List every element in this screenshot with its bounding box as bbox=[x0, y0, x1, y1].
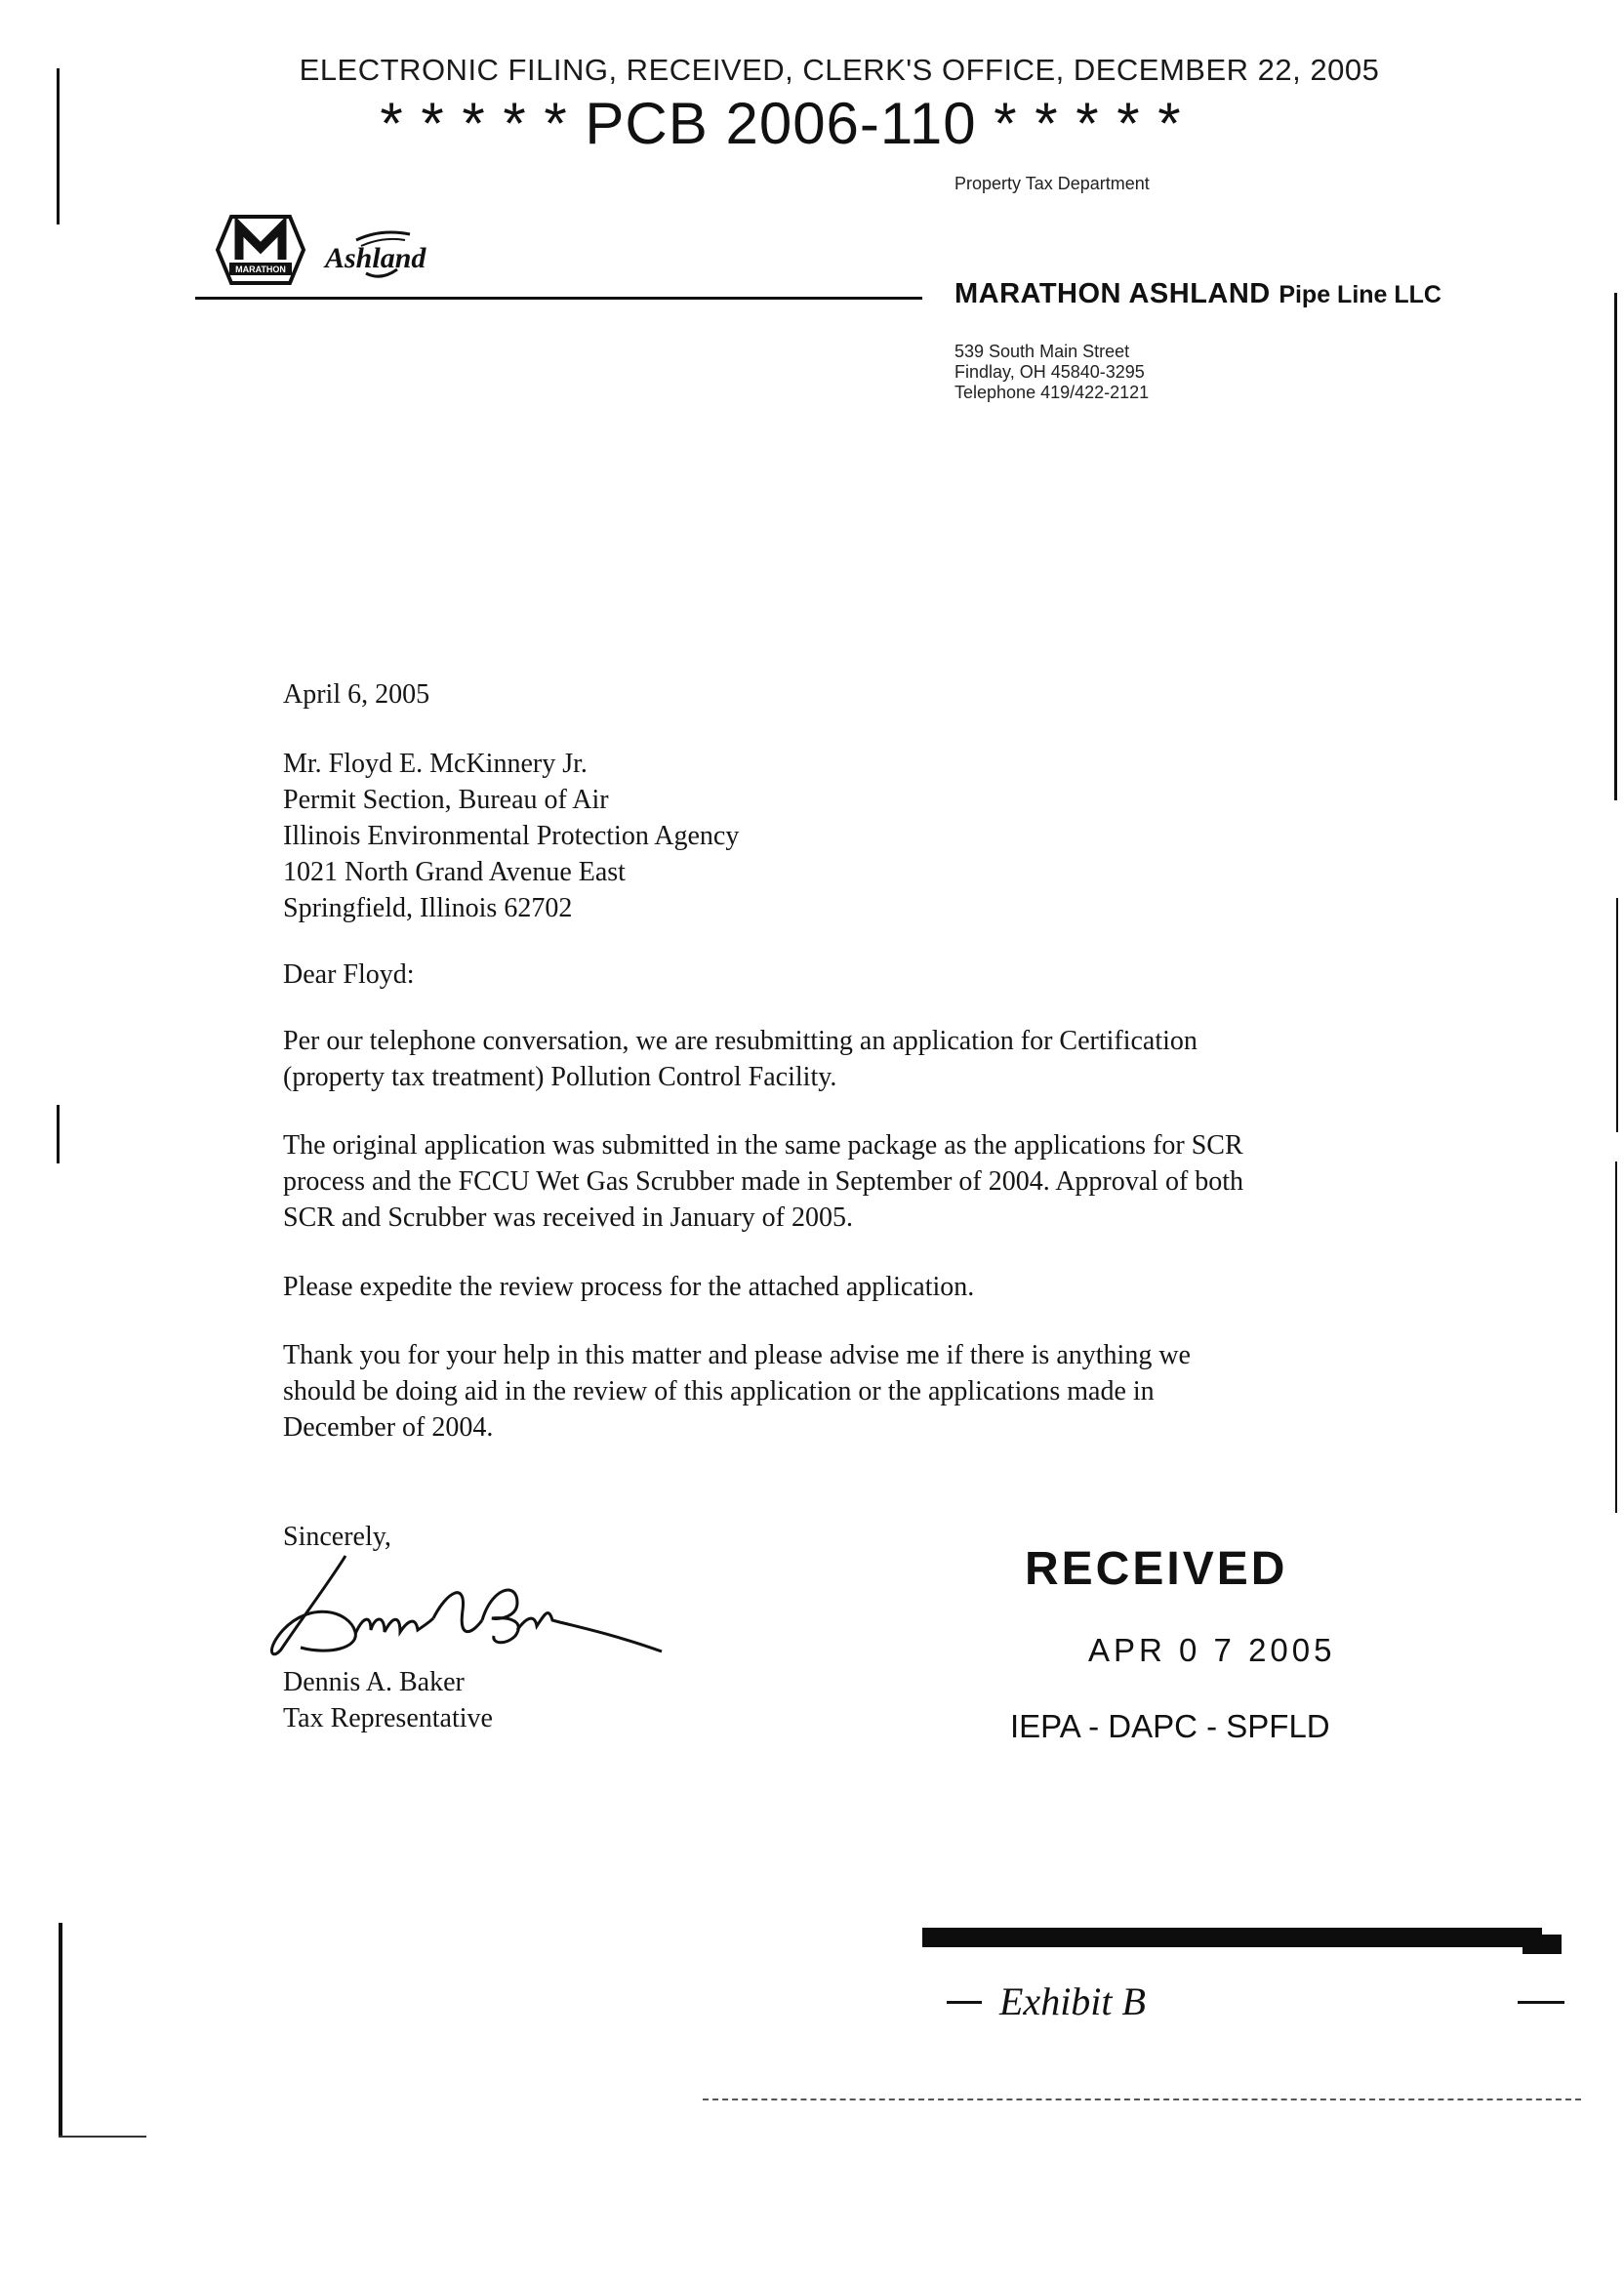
paragraph-line: (property tax treatment) Pollution Control Facility. bbox=[283, 1062, 837, 1092]
paragraph-3 bbox=[283, 1269, 974, 1305]
scan-margin-line-right bbox=[1615, 1161, 1617, 1513]
paragraph-line: process and the FCCU Wet Gas Scrubber made in September of 2004. Approval of both bbox=[283, 1166, 1244, 1197]
department-label: Property Tax Department bbox=[954, 174, 1150, 193]
paragraph-line: SCR and Scrubber was received in January of 2005. bbox=[283, 1202, 853, 1233]
scan-margin-line bbox=[57, 68, 60, 224]
letter-date: April 6, 2005 bbox=[283, 679, 430, 710]
black-bar bbox=[922, 1928, 1542, 1947]
paragraph-2 bbox=[283, 1127, 1243, 1236]
black-bar-end bbox=[1522, 1935, 1562, 1954]
signature bbox=[262, 1552, 681, 1674]
paragraph-4 bbox=[283, 1337, 1191, 1446]
scan-bottom-dash bbox=[703, 2099, 1581, 2101]
received-stamp-date: APR 0 7 2005 bbox=[1088, 1632, 1336, 1668]
company-name bbox=[954, 278, 1441, 310]
paragraph-line: Thank you for your help in this matter and please advise me if there is anything we bbox=[283, 1340, 1191, 1370]
company-name-suffix: Pipe Line LLC bbox=[1279, 281, 1441, 308]
address-telephone: Telephone 419/422-2121 bbox=[954, 383, 1150, 402]
paragraph-line: The original application was submitted in the same package as the applications for SCR bbox=[283, 1130, 1243, 1161]
closing: Sincerely, bbox=[283, 1522, 391, 1552]
recipient-line: Illinois Environmental Protection Agency bbox=[283, 821, 740, 851]
address-street: 539 South Main Street bbox=[954, 342, 1130, 361]
paragraph-line: should be doing aid in the review of this application or the applications made in bbox=[283, 1376, 1155, 1406]
recipient-line: Permit Section, Bureau of Air bbox=[283, 785, 609, 815]
scan-bottom-line bbox=[59, 2136, 146, 2138]
scan-margin-line-right bbox=[1616, 898, 1618, 1132]
letterhead-rule bbox=[195, 297, 922, 300]
case-number: * * * * * PCB 2006-110 * * * * * bbox=[380, 91, 1182, 156]
exhibit-label bbox=[995, 1972, 1230, 2035]
salutation: Dear Floyd: bbox=[283, 959, 415, 990]
paragraph-line: Per our telephone conversation, we are resubmitting an application for Certification bbox=[283, 1026, 1198, 1056]
scan-margin-line-right bbox=[1614, 293, 1617, 800]
dash-left bbox=[947, 2001, 982, 2004]
company-name-main: MARATHON ASHLAND bbox=[954, 278, 1271, 309]
signer-name: Dennis A. Baker bbox=[283, 1667, 465, 1697]
recipient-line: Springfield, Illinois 62702 bbox=[283, 893, 573, 923]
received-stamp-label: RECEIVED bbox=[1025, 1543, 1288, 1595]
scan-margin-line bbox=[59, 1923, 62, 2138]
signer-title: Tax Representative bbox=[283, 1703, 493, 1733]
logo-ashland-text: Ashland bbox=[325, 242, 426, 274]
company-logo bbox=[210, 211, 444, 294]
exhibit-label-text: Exhibit B bbox=[999, 1979, 1146, 2023]
received-stamp-office: IEPA - DAPC - SPFLD bbox=[1010, 1708, 1330, 1744]
recipient-line: 1021 North Grand Avenue East bbox=[283, 857, 626, 887]
scan-margin-line bbox=[57, 1105, 60, 1163]
dash-right bbox=[1518, 2001, 1564, 2004]
recipient-block bbox=[283, 746, 739, 926]
recipient-line: Mr. Floyd E. McKinnery Jr. bbox=[283, 749, 588, 779]
paragraph-line: December of 2004. bbox=[283, 1412, 494, 1443]
filing-stamp-line: ELECTRONIC FILING, RECEIVED, CLERK'S OFFICE, DECEMBER 22, 2005 bbox=[299, 53, 1380, 87]
logo-marathon-text: MARATHON bbox=[235, 265, 286, 274]
paragraph-line: Please expedite the review process for the attached application. bbox=[283, 1272, 975, 1302]
company-address bbox=[954, 342, 1149, 403]
address-city: Findlay, OH 45840-3295 bbox=[954, 362, 1145, 382]
paragraph-1 bbox=[283, 1023, 1198, 1095]
